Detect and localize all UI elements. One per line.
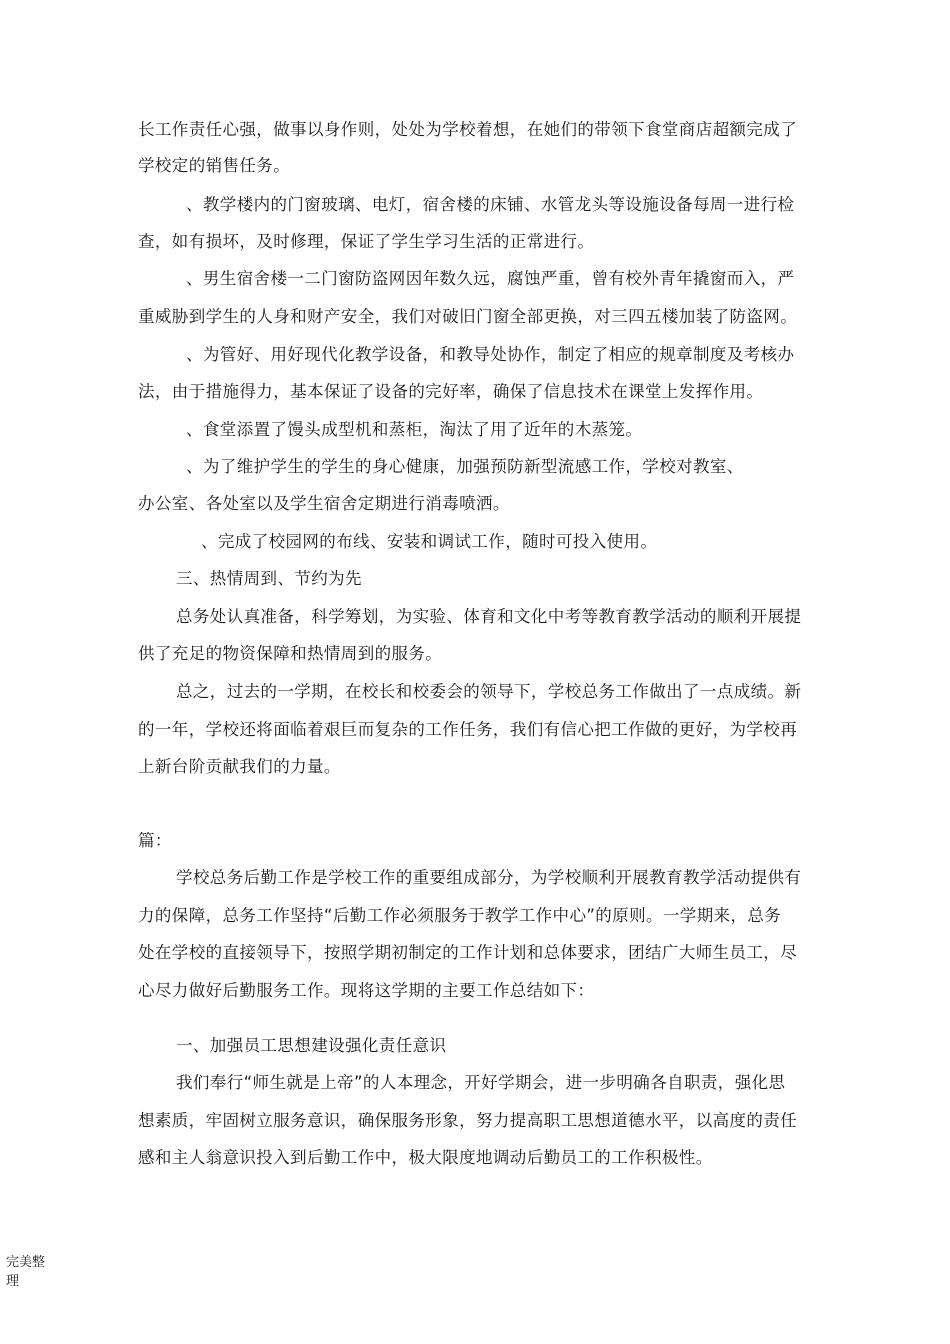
text-line: 学校总务后勤工作是学校工作的重要组成部分，为学校顺利开展教育教学活动提供有: [176, 868, 802, 887]
text-line: 力的保障，总务工作坚持“后勤工作必须服务于教学工作中心”的原则。一学期来，总务: [138, 906, 782, 925]
text-line: 心尽力做好后勤服务工作。现将这学期的主要工作总结如下：: [138, 981, 595, 1000]
text-line: 、食堂添置了馒头成型机和蒸柜，淘汰了用了近年的木蒸笼。: [186, 420, 643, 439]
text-line: 长工作责任心强，做事以身作则，处处为学校着想，在她们的带领下食堂商店超额完成了: [138, 120, 798, 139]
section-heading: 一、加强员工思想建设强化责任意识: [176, 1036, 447, 1055]
text-line: 供了充足的物资保障和热情周到的服务。: [138, 644, 443, 663]
footer-note: 完美整理: [6, 1255, 46, 1289]
text-line: 、完成了校园网的布线、安装和调试工作，随时可投入使用。: [201, 532, 658, 551]
text-line: 的一年，学校还将面临着艰巨而复杂的工作任务，我们有信心把工作做的更好，为学校再: [138, 720, 798, 739]
section-heading: 三、热情周到、节约为先: [176, 569, 362, 588]
text-line: 重威胁到学生的人身和财产安全，我们对破旧门窗全部更换，对三四五楼加装了防盗网。: [138, 307, 798, 326]
text-line: 上新台阶贡献我们的力量。: [138, 757, 341, 776]
text-line: 学校定的销售任务。: [138, 156, 291, 175]
text-line: 查，如有损坏，及时修理，保证了学生学习生活的正常进行。: [138, 232, 595, 251]
text-line: 处在学校的直接领导下，按照学期初制定的工作计划和总体要求，团结广大师生员工，尽: [138, 943, 798, 962]
text-line: 、教学楼内的门窗玻璃、电灯，宿舍楼的床铺、水管龙头等设施设备每周一进行检: [186, 195, 795, 214]
text-line: 、男生宿舍楼一二门窗防盗网因年数久远，腐蚀严重，曾有校外青年撬窗而入，严: [186, 269, 795, 288]
text-line: 总务处认真准备，科学筹划，为实验、体育和文化中考等教育教学活动的顺利开展提: [176, 607, 802, 626]
text-line: 、为了维护学生的学生的身心健康，加强预防新型流感工作，学校对教室、: [186, 457, 744, 476]
text-line: 办公室、各处室以及学生宿舍定期进行消毒喷洒。: [138, 494, 510, 513]
text-line: 感和主人翁意识投入到后勤工作中，极大限度地调动后勤员工的工作积极性。: [138, 1148, 713, 1167]
text-line: 、为管好、用好现代化教学设备，和教导处协作，制定了相应的规章制度及考核办: [186, 345, 795, 364]
section-heading: 篇：: [138, 831, 172, 850]
text-line: 法，由于措施得力，基本保证了设备的完好率，确保了信息技术在课堂上发挥作用。: [138, 382, 764, 401]
text-line: 我们奉行“师生就是上帝”的人本理念，开好学期会，进一步明确各自职责，强化思: [176, 1073, 786, 1092]
text-line: 总之，过去的一学期，在校长和校委会的领导下，学校总务工作做出了一点成绩。新: [176, 682, 802, 701]
text-line: 想素质，牢固树立服务意识，确保服务形象，努力提高职工思想道德水平，以高度的责任: [138, 1111, 798, 1130]
